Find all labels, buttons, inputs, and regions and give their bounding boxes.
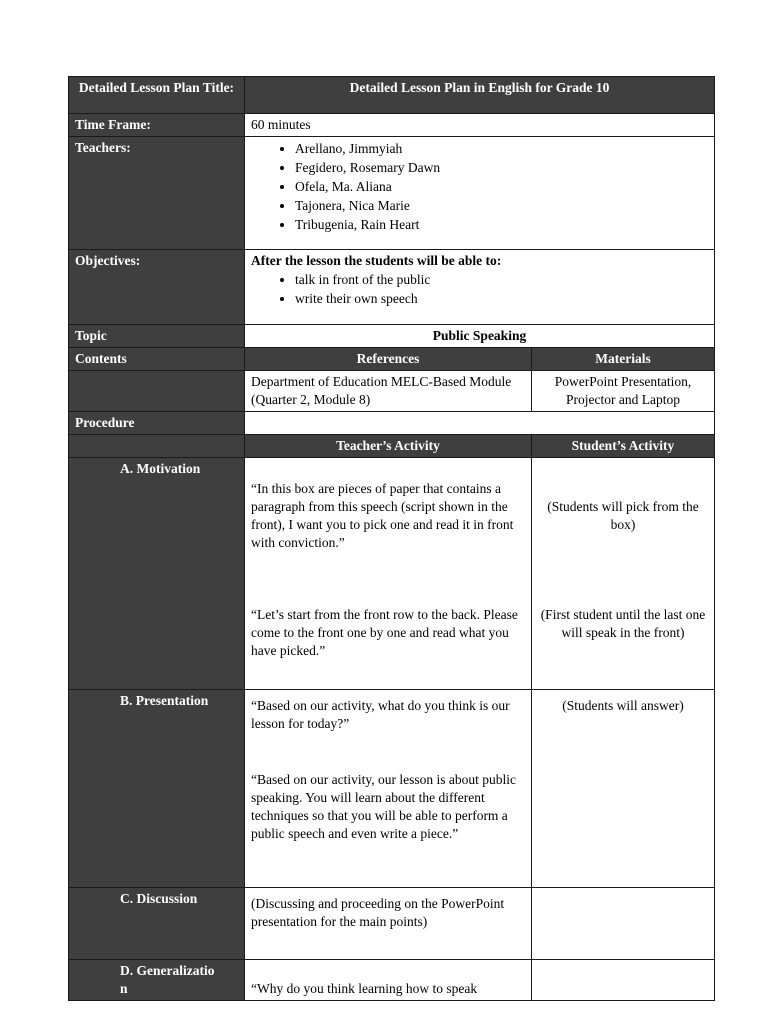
contents-values-row [69, 371, 715, 412]
teacher-activity-text: “In this box are pieces of paper that contains a paragraph from this speech (script shown in the front), I want you to pick one and read it in front with conviction.” [251, 481, 514, 550]
stage-discussion-row [69, 888, 715, 960]
objectives-label: Objectives: [69, 250, 245, 325]
student-activity-text: (Students will answer) [562, 698, 684, 713]
materials-value: PowerPoint Presentation, Projector and Laptop [532, 371, 715, 412]
objectives-intro: After the lesson the students will be able to: [251, 253, 502, 268]
lesson-title: Detailed Lesson Plan in English for Grade 10 [245, 77, 715, 114]
procedure-label: Procedure [69, 412, 245, 435]
stage-presentation-row [69, 690, 715, 888]
teacher-name: • Tribugenia, Rain Heart [295, 215, 708, 234]
procedure-row [69, 412, 715, 435]
student-activity-cell [532, 458, 715, 690]
stage-label: D. Generalization [120, 963, 215, 996]
teacher-activity-text: “Based on our activity, our lesson is about public speaking. You will learn about the different techniques so that you will be able to perform a public speech and even write a piece.” [251, 772, 516, 841]
teacher-activity-cell [245, 458, 532, 690]
procedure-blank [245, 412, 715, 435]
student-activity-text: (Students will pick from the box) [547, 499, 699, 532]
teachers-list [251, 139, 708, 234]
teacher-name: • Ofela, Ma. Aliana [295, 177, 708, 196]
teacher-name: • Tajonera, Nica Marie [295, 196, 708, 215]
materials-header: Materials [532, 348, 715, 371]
objectives-row [69, 250, 715, 325]
stage-label: C. Discussion [120, 891, 198, 906]
contents-label: Contents [69, 348, 245, 371]
stage-label: A. Motivation [120, 461, 201, 476]
stage-label: B. Presentation [120, 693, 209, 708]
stage-motivation-row [69, 458, 715, 690]
student-activity-cell [532, 690, 715, 888]
lesson-plan-table [68, 76, 715, 1001]
teacher-activity-text: “Based on our activity, what do you think is our lesson for today?” [251, 698, 510, 731]
teachers-row [69, 137, 715, 250]
objectives-cell [245, 250, 715, 325]
topic-label: Topic [69, 325, 245, 348]
stage-label-cell [69, 690, 245, 888]
title-row [69, 77, 715, 114]
teachers-label: Teachers: [69, 137, 245, 250]
teacher-name: • Fegidero, Rosemary Dawn [295, 158, 708, 177]
time-frame-value: 60 minutes [245, 114, 715, 137]
objective-item: • write their own speech [295, 289, 708, 308]
teacher-activity-cell [245, 690, 532, 888]
objectives-list [251, 270, 708, 308]
stage-label-cell [69, 960, 245, 1001]
stage-generalization-row [69, 960, 715, 1001]
student-activity-header: Student’s Activity [532, 435, 715, 458]
topic-row [69, 325, 715, 348]
teacher-activity-text: “Why do you think learning how to speak [251, 981, 478, 996]
references-value: Department of Education MELC-Based Module (Quarter 2, Module 8) [245, 371, 532, 412]
contents-blank [69, 371, 245, 412]
stage-label-cell [69, 888, 245, 960]
student-activity-cell [532, 888, 715, 960]
teacher-activity-text: (Discussing and proceeding on the PowerPoint presentation for the main points) [251, 896, 505, 929]
topic-value: Public Speaking [245, 325, 715, 348]
teacher-activity-header: Teacher’s Activity [245, 435, 532, 458]
references-header: References [245, 348, 532, 371]
student-activity-cell [532, 960, 715, 1001]
teacher-activity-text: “Let’s start from the front row to the back. Please come to the front one by one and read what you have picked.” [251, 607, 518, 658]
title-label: Detailed Lesson Plan Title: [69, 77, 245, 114]
student-activity-text: (First student until the last one will speak in the front) [540, 607, 706, 640]
teacher-activity-cell [245, 888, 532, 960]
teacher-activity-cell [245, 960, 532, 1001]
teacher-name: • Arellano, Jimmyiah [295, 139, 708, 158]
contents-header-row [69, 348, 715, 371]
time-frame-label: Time Frame: [69, 114, 245, 137]
activity-header-row [69, 435, 715, 458]
stage-label-cell [69, 458, 245, 690]
objective-item: • talk in front of the public [295, 270, 708, 289]
time-frame-row [69, 114, 715, 137]
teachers-cell [245, 137, 715, 250]
activity-header-blank [69, 435, 245, 458]
